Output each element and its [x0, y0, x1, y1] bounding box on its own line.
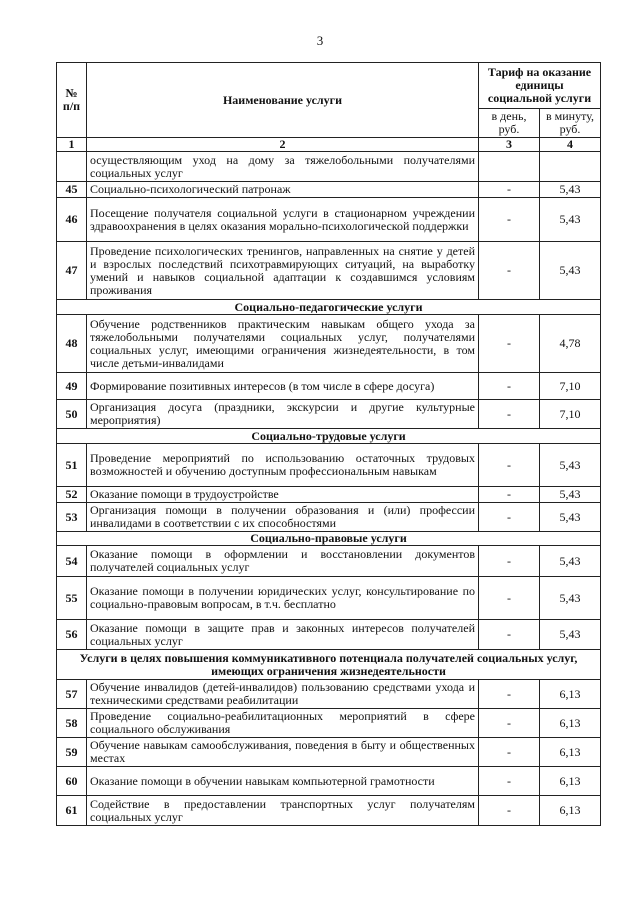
table-row	[57, 198, 601, 242]
service-name: Оказание помощи в трудоустройстве	[87, 487, 479, 503]
tariff-per-minute: 6,13	[540, 709, 601, 738]
row-number: 47	[57, 242, 87, 300]
row-number: 50	[57, 400, 87, 429]
table-row	[57, 709, 601, 738]
row-number	[57, 152, 87, 182]
row-number: 57	[57, 680, 87, 709]
row-number: 54	[57, 546, 87, 577]
section-title: Услуги в целях повышения коммуникативного потенциала получателей социальных услуг, имеющих ограничения жизнедеятельности	[57, 650, 601, 680]
table-row	[57, 796, 601, 826]
service-name: Содействие в предоставлении транспортных услуг получателям социальных услуг	[87, 796, 479, 826]
row-number: 48	[57, 315, 87, 373]
tariff-per-minute: 7,10	[540, 373, 601, 400]
table-row	[57, 503, 601, 532]
section-header-row	[57, 532, 601, 546]
tariff-per-day: -	[479, 767, 540, 796]
table-body	[57, 152, 601, 826]
tariff-per-day: -	[479, 182, 540, 198]
row-number: 59	[57, 738, 87, 767]
header-per-minute: в минуту, руб.	[540, 109, 601, 138]
tariff-per-day: -	[479, 620, 540, 650]
service-name: Обучение навыкам самообслуживания, поведения в быту и общественных местах	[87, 738, 479, 767]
table-row	[57, 577, 601, 620]
table-row	[57, 315, 601, 373]
section-title: Социально-трудовые услуги	[57, 429, 601, 444]
service-name: Оказание помощи в получении юридических услуг, консультирование по социально-правовым вопросам, в т.ч. бесплатно	[87, 577, 479, 620]
table-row	[57, 487, 601, 503]
table-row	[57, 373, 601, 400]
tariff-per-day: -	[479, 373, 540, 400]
table-row	[57, 242, 601, 300]
row-number: 52	[57, 487, 87, 503]
tariff-per-minute	[540, 152, 601, 182]
table-row	[57, 444, 601, 487]
tariff-per-minute: 7,10	[540, 400, 601, 429]
row-number: 49	[57, 373, 87, 400]
tariff-per-day: -	[479, 577, 540, 620]
tariff-per-minute: 6,13	[540, 680, 601, 709]
row-number: 60	[57, 767, 87, 796]
section-header-row	[57, 650, 601, 680]
tariff-per-day: -	[479, 796, 540, 826]
row-number: 58	[57, 709, 87, 738]
tariff-per-day: -	[479, 198, 540, 242]
tariff-table	[56, 62, 601, 826]
service-name: Формирование позитивных интересов (в том числе в сфере досуга)	[87, 373, 479, 400]
header-number: № п/п	[57, 63, 87, 138]
row-number: 51	[57, 444, 87, 487]
tariff-per-minute: 5,43	[540, 487, 601, 503]
row-number: 45	[57, 182, 87, 198]
tariff-per-minute: 4,78	[540, 315, 601, 373]
column-number-1: 1	[57, 138, 87, 152]
service-name: Проведение социально-реабилитационных мероприятий в сфере социального обслуживания	[87, 709, 479, 738]
tariff-per-day: -	[479, 546, 540, 577]
table-row	[57, 738, 601, 767]
table-row	[57, 152, 601, 182]
tariff-per-minute: 5,43	[540, 503, 601, 532]
row-number: 53	[57, 503, 87, 532]
tariff-per-day: -	[479, 709, 540, 738]
table-row	[57, 182, 601, 198]
service-name: Проведение мероприятий по использованию остаточных трудовых возможностей и обучению доступным профессиональным навыкам	[87, 444, 479, 487]
tariff-per-minute: 5,43	[540, 198, 601, 242]
section-title: Социально-педагогические услуги	[57, 300, 601, 315]
service-name: Посещение получателя социальной услуги в стационарном учреждении здравоохранения в целях оказания морально-психологической поддержки	[87, 198, 479, 242]
tariff-per-minute: 6,13	[540, 796, 601, 826]
tariff-per-minute: 5,43	[540, 444, 601, 487]
header-service-name: Наименование услуги	[87, 63, 479, 138]
tariff-per-minute: 5,43	[540, 620, 601, 650]
table-row	[57, 620, 601, 650]
row-number: 56	[57, 620, 87, 650]
tariff-per-minute: 5,43	[540, 182, 601, 198]
service-name: Обучение инвалидов (детей-инвалидов) пользованию средствами ухода и техническими средствами реабилитации	[87, 680, 479, 709]
service-name: Обучение родственников практическим навыкам общего ухода за тяжелобольными получателями социальных услуг, получателями социальных услуг, имеющими ограничения жизнедеятельности, в том числе детьми-инвалидами	[87, 315, 479, 373]
service-name: Организация помощи в получении образования и (или) профессии инвалидами в соответствии с их способностями	[87, 503, 479, 532]
row-number: 61	[57, 796, 87, 826]
service-name: Оказание помощи в обучении навыкам компьютерной грамотности	[87, 767, 479, 796]
table-row	[57, 400, 601, 429]
column-number-3: 3	[479, 138, 540, 152]
tariff-per-day: -	[479, 315, 540, 373]
tariff-per-day: -	[479, 680, 540, 709]
header-per-day: в день, руб.	[479, 109, 540, 138]
tariff-per-day: -	[479, 738, 540, 767]
service-name: Организация досуга (праздники, экскурсии и другие культурные мероприятия)	[87, 400, 479, 429]
table-row	[57, 680, 601, 709]
tariff-per-day	[479, 152, 540, 182]
service-name: Проведение психологических тренингов, направленных на снятие у детей и взрослых последствий психотравмирующих ситуаций, на выработку умений и навыков социальной адаптации к создавшимся условиям проживания	[87, 242, 479, 300]
header-tariff-group: Тариф на оказание единицы социальной услуги	[479, 63, 601, 109]
tariff-per-minute: 5,43	[540, 242, 601, 300]
tariff-per-day: -	[479, 400, 540, 429]
row-number: 46	[57, 198, 87, 242]
section-title: Социально-правовые услуги	[57, 532, 601, 546]
tariff-per-day: -	[479, 503, 540, 532]
section-header-row	[57, 429, 601, 444]
tariff-per-minute: 5,43	[540, 577, 601, 620]
tariff-per-minute: 6,13	[540, 767, 601, 796]
tariff-per-day: -	[479, 487, 540, 503]
tariff-per-day: -	[479, 444, 540, 487]
tariff-per-minute: 6,13	[540, 738, 601, 767]
service-name: осуществляющим уход на дому за тяжелобольными получателями социальных услуг	[87, 152, 479, 182]
section-header-row	[57, 300, 601, 315]
row-number: 55	[57, 577, 87, 620]
table-row	[57, 546, 601, 577]
tariff-per-minute: 5,43	[540, 546, 601, 577]
page-number: 3	[316, 33, 324, 48]
service-name: Оказание помощи в оформлении и восстановлении документов получателей социальных услуг	[87, 546, 479, 577]
service-name: Оказание помощи в защите прав и законных интересов получателей социальных услуг	[87, 620, 479, 650]
column-number-2: 2	[87, 138, 479, 152]
column-number-4: 4	[540, 138, 601, 152]
tariff-per-day: -	[479, 242, 540, 300]
service-name: Социально-психологический патронаж	[87, 182, 479, 198]
table-row	[57, 767, 601, 796]
